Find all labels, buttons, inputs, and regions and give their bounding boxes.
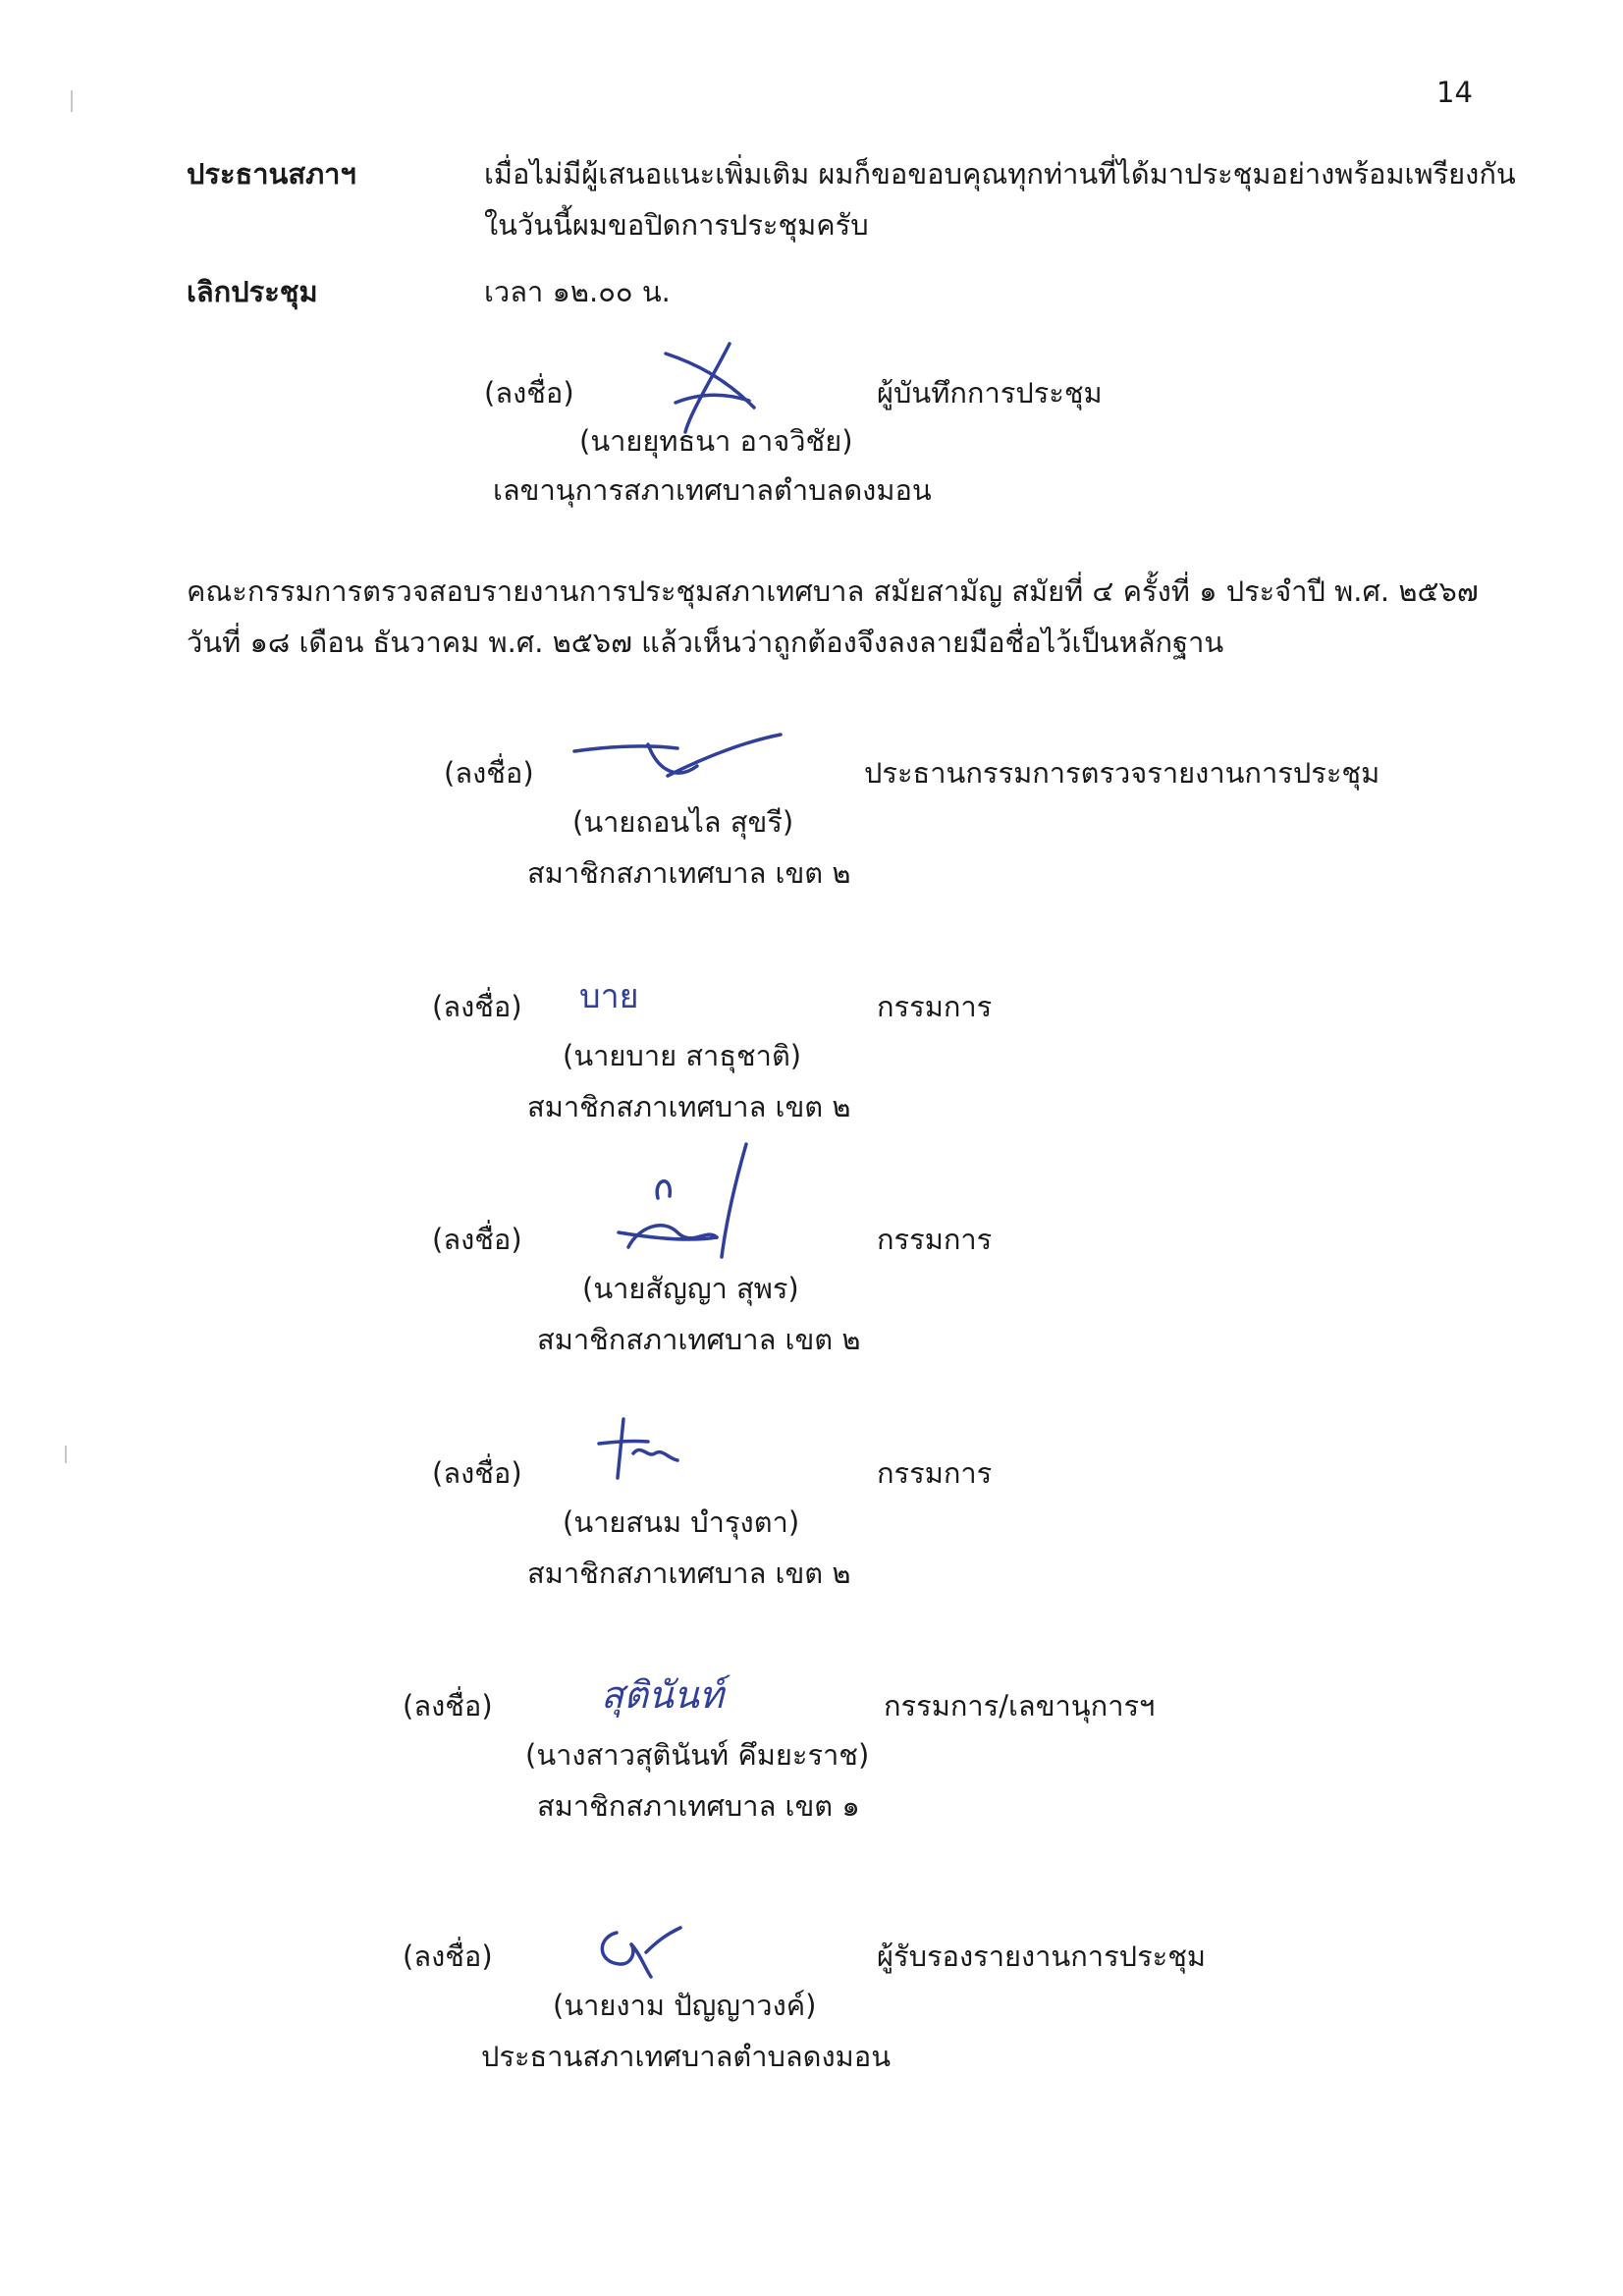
signatory-signature (577, 972, 685, 1021)
signatory-position: สมาชิกสภาเทศบาล เขต ๒ (527, 1090, 851, 1123)
minutes-text: เมื่อไม่มีผู้เสนอแนะเพิ่มเติม ผมก็ขอขอบคุณทุกท่านที่ได้มาประชุมอย่างพร้อมเพรียงกัน (484, 157, 1516, 191)
meeting-end-time: เวลา ๑๒.๐๐ น. (484, 275, 671, 308)
minutes-text: ในวันนี้ผมขอปิดการประชุมครับ (484, 208, 869, 242)
signatory-position: ประธานสภาเทศบาลตำบลดงมอน (481, 2040, 892, 2073)
sign-label: (ลงชื่อ) (403, 1940, 493, 1973)
sign-label: (ลงชื่อ) (444, 756, 534, 790)
signatory-signature (569, 727, 785, 795)
committee-statement-line: วันที่ ๑๘ เดือน ธันวาคม พ.ศ. ๒๕๖๗ แล้วเห็นว่าถูกต้องจึงลงลายมือชื่อไว้เป็นหลักฐาน (187, 626, 1224, 659)
sign-label: (ลงชื่อ) (484, 376, 574, 410)
page-number: 14 (1436, 76, 1473, 109)
signatory-handwriting: บาย (579, 977, 639, 1016)
signatory-name: (นายสนม บำรุงตา) (563, 1505, 800, 1539)
recorder-role: ผู้บันทึกการประชุม (877, 376, 1103, 410)
signatory-position: สมาชิกสภาเทศบาล เขต ๒ (527, 1557, 851, 1590)
signatory-name: (นายสัญญา สุพร) (582, 1272, 799, 1305)
sign-label: (ลงชื่อ) (403, 1689, 493, 1722)
signatory-signature (594, 1414, 682, 1483)
signatory-name: (นายบาย สาธุชาติ) (563, 1039, 802, 1072)
recorder-position: เลขานุการสภาเทศบาลตำบลดงมอน (493, 473, 932, 507)
signatory-role: ผู้รับรองรายงานการประชุม (877, 1940, 1207, 1973)
sign-label: (ลงชื่อ) (432, 990, 522, 1023)
speaker-label: ประธานสภาฯ (187, 157, 356, 191)
signatory-position: สมาชิกสภาเทศบาล เขต ๒ (537, 1323, 861, 1356)
scan-speck (71, 90, 73, 112)
signatory-name: (นางสาวสุตินันท์ คึมยะราช) (525, 1738, 870, 1772)
signatory-handwriting: สุตินันท์ (601, 1673, 724, 1717)
scan-speck (65, 1446, 67, 1463)
signatory-position: สมาชิกสภาเทศบาล เขต ๒ (527, 856, 851, 890)
signatory-signature (599, 1665, 776, 1723)
recorder-name: (นายยุทธนา อาจวิชัย) (579, 424, 853, 458)
signatory-role: กรรมการ (877, 1223, 993, 1256)
signatory-signature (592, 1923, 690, 1982)
speaker-label: เลิกประชุม (187, 275, 318, 308)
signatory-role: กรรมการ (877, 990, 993, 1023)
committee-statement-line: คณะกรรมการตรวจสอบรายงานการประชุมสภาเทศบาล สมัยสามัญ สมัยที่ ๔ ครั้งที่ ๑ ประจำปี พ.ศ. ๒๕๖๗ (187, 574, 1479, 608)
signatory-role: กรรมการ/เลขานุการฯ (884, 1689, 1156, 1722)
sign-label: (ลงชื่อ) (432, 1223, 522, 1256)
sign-label: (ลงชื่อ) (432, 1456, 522, 1490)
signatory-position: สมาชิกสภาเทศบาล เขต ๑ (537, 1789, 860, 1823)
signatory-signature (609, 1139, 766, 1267)
signatory-name: (นายถอนไล สุขรี) (572, 805, 794, 839)
signatory-role: ประธานกรรมการตรวจรายงานการประชุม (864, 756, 1380, 790)
signatory-role: กรรมการ (877, 1456, 993, 1490)
signatory-name: (นายงาม ปัญญาวงค์) (553, 1989, 817, 2022)
